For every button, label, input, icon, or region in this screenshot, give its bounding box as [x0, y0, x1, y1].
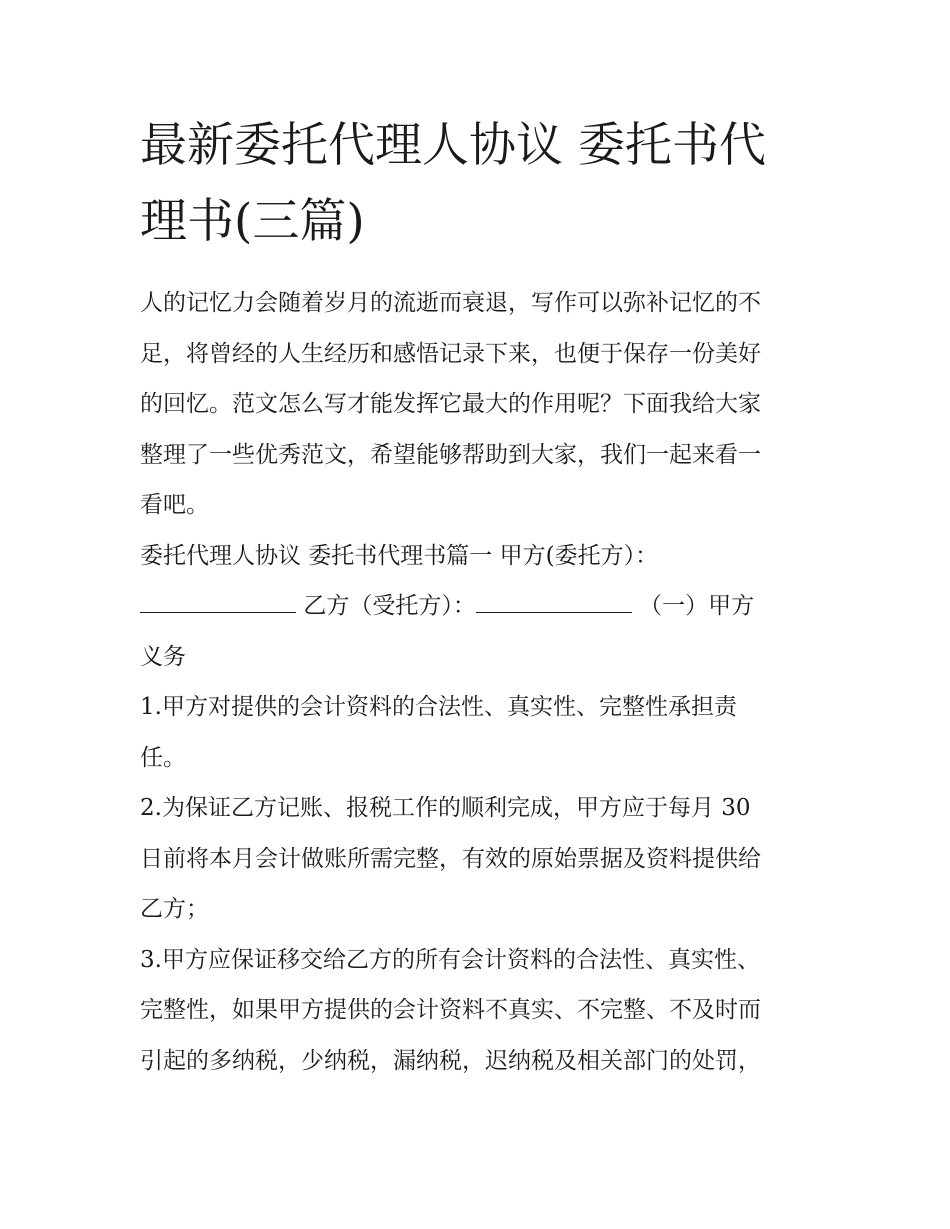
item-line: 完整性，如果甲方提供的会计资料不真实、不完整、不及时而 [140, 997, 761, 1023]
document-page [140, 108, 820, 1086]
item-line: 乙方； [140, 896, 209, 922]
intro-line: 人的记忆力会随着岁月的流逝而衰退，写作可以弥补记忆的不 [140, 290, 761, 316]
item-line: 2.为保证乙方记账、报税工作的顺利完成，甲方应于每月 30 [140, 795, 751, 821]
obligation-heading-b: 义务 [140, 643, 186, 670]
obligation-heading-a: （一）甲方 [639, 593, 755, 619]
item-line: 1.甲方对提供的会计资料的合法性、真实性、完整性承担责 [140, 694, 737, 720]
list-item-3 [140, 935, 820, 1087]
intro-line: 看吧。 [140, 492, 209, 518]
item-line: 3.甲方应保证移交给乙方的所有会计资料的合法性、真实性、 [140, 946, 760, 973]
title-line-2: 理书(三篇) [140, 194, 365, 249]
party-b-blank [476, 584, 632, 613]
list-item-2 [140, 783, 820, 935]
item-line: 任。 [140, 744, 186, 771]
intro-line: 足，将曾经的人生经历和感悟记录下来，也便于保存一份美好 [140, 340, 761, 367]
item-line: 日前将本月会计做账所需完整，有效的原始票据及资料提供给 [140, 845, 761, 872]
intro-paragraph [140, 278, 820, 531]
document-title [140, 108, 810, 260]
party-line [140, 581, 820, 632]
title-line-1: 最新委托代理人协议 委托书代 [140, 118, 766, 173]
section-heading: 委托代理人协议 委托书代理书篇一 甲方(委托方）： [140, 542, 659, 569]
document-body [140, 278, 820, 1086]
item-line: 引起的多纳税，少纳税，漏纳税，迟纳税及相关部门的处罚， [140, 1047, 761, 1074]
agreement-section [140, 531, 820, 683]
list-item-1 [140, 682, 820, 783]
party-b-label: 乙方（受托方）： [303, 593, 476, 619]
intro-line: 整理了一些优秀范文，希望能够帮助到大家，我们一起来看一 [140, 441, 761, 468]
intro-line: 的回忆。范文怎么写才能发挥它最大的作用呢？下面我给大家 [140, 391, 761, 417]
party-a-blank [140, 584, 296, 613]
